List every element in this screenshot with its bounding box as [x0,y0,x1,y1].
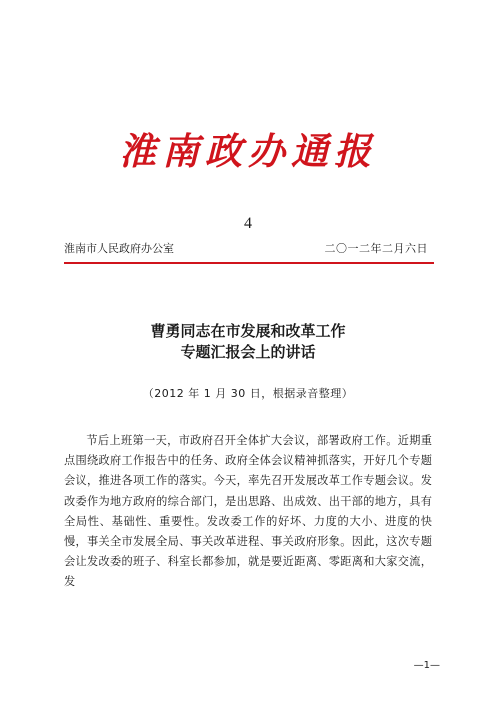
article-title [0,321,496,363]
article-subtitle: （2012 年 1 月 30 日，根据录音整理） [142,387,354,400]
page-number: —1— [413,660,440,671]
article-body [64,431,432,593]
red-divider [64,262,434,264]
article-title-line-2: 专题汇报会上的讲话 [180,343,316,361]
issuer-name: 淮南市人民政府办公室 [64,242,174,255]
article-title-line-1: 曹勇同志在市发展和改革工作 [150,322,346,340]
issue-date: 二〇一二年二月六日 [324,242,428,255]
body-paragraph: 节后上班第一天，市政府召开全体扩大会议，部署政府工作。近期重点围绕政府工作报告中的任务、政府全体会议精神抓落实，开好几个专题会议，推进各项工作的落实。今天，率先召开发展改革工作专题会议。发改委作为地方政府的综合部门，是出思路、出成效、出干部的地方，具有全局性、基础性、重要性。发改委工作的好坏、力度的大小、进度的快慢，事关全市发展全局、事关改革进程、事关政府形象。因此，这次专题会让发改委的班子、科室长都参加，就是要近距离、零距离和大家交流，发 [64,434,432,589]
masthead-title: 淮南政办通报 [119,129,377,173]
issue-number: 4 [244,215,252,232]
